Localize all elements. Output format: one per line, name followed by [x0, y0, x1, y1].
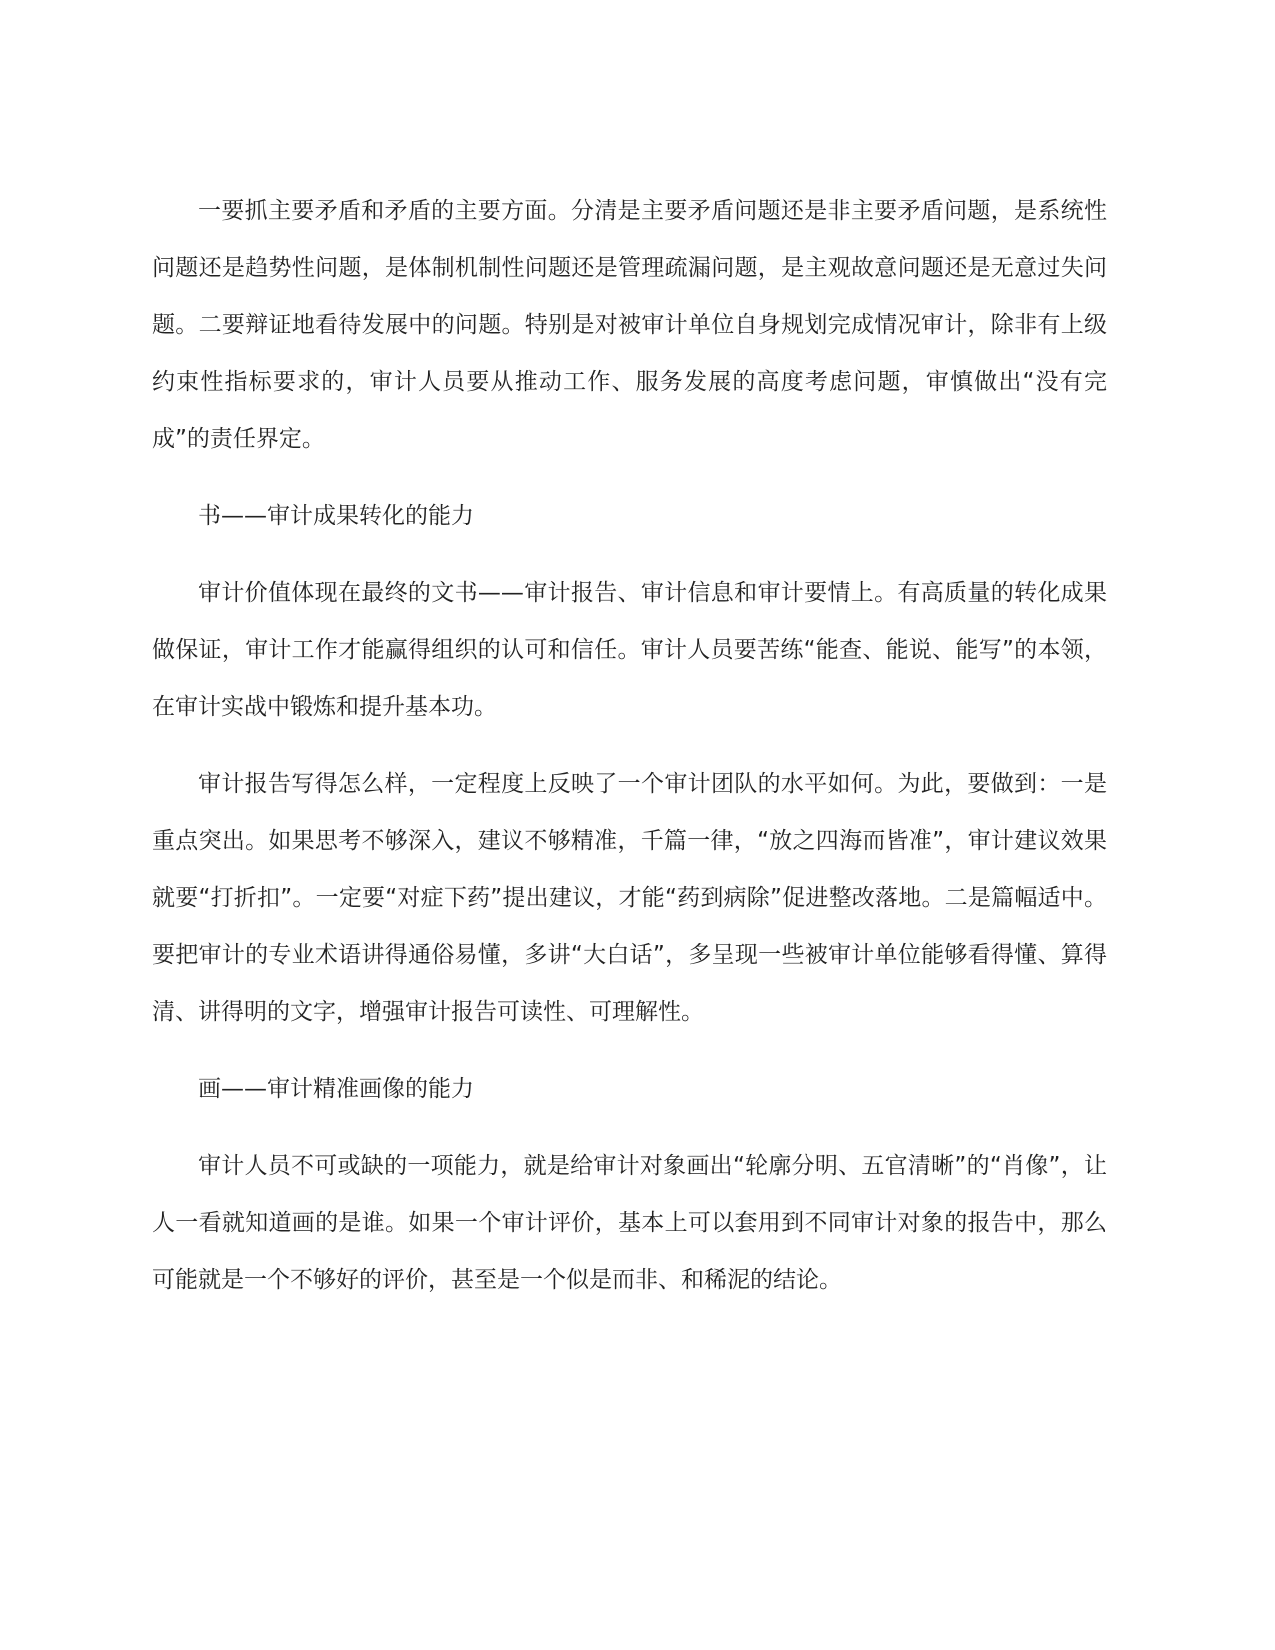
paragraph-principal-contradiction: 一要抓主要矛盾和矛盾的主要方面。分清是主要矛盾问题还是非主要矛盾问题，是系统性问题还是趋势性问题，是体制机制性问题还是管理疏漏问题，是主观故意问题还是无意过失问题。二要辩证地看待发展中的问题。特别是对被审计单位自身规划完成情况审计，除非有上级约束性指标要求的，审计人员要从推动工作、服务发展的高度考虑问题，审慎做出“没有完成”的责任界定。: [152, 198, 1107, 452]
paragraph-audit-report: 审计报告写得怎么样，一定程度上反映了一个审计团队的水平如何。为此，要做到：一是重点突出。如果思考不够深入，建议不够精准，千篇一律，“放之四海而皆准”，审计建议效果就要“打折扣”。一定要“对症下药”提出建议，才能“药到病除”促进整改落地。二是篇幅适中。要把审计的专业术语讲得通俗易懂，多讲“大白话”，多呈现一些被审计单位能够看得懂、算得清、讲得明的文字，增强审计报告可读性、可理解性。: [152, 771, 1107, 1025]
paragraph-audit-value: 审计价值体现在最终的文书——审计报告、审计信息和审计要情上。有高质量的转化成果做保证，审计工作才能赢得组织的认可和信任。审计人员要苦练“能查、能说、能写”的本领，在审计实战中锻炼和提升基本功。: [152, 580, 1107, 720]
section-heading-writing: 书——审计成果转化的能力: [198, 503, 474, 529]
paragraph-precise-portrait: 审计人员不可或缺的一项能力，就是给审计对象画出“轮廓分明、五官清晰”的“肖像”，让人一看就知道画的是谁。如果一个审计评价，基本上可以套用到不同审计对象的报告中，那么可能就是一个不够好的评价，甚至是一个似是而非、和稀泥的结论。: [152, 1153, 1107, 1293]
section-heading-portrait: 画——审计精准画像的能力: [198, 1076, 474, 1102]
document-body: [152, 183, 1107, 1329]
